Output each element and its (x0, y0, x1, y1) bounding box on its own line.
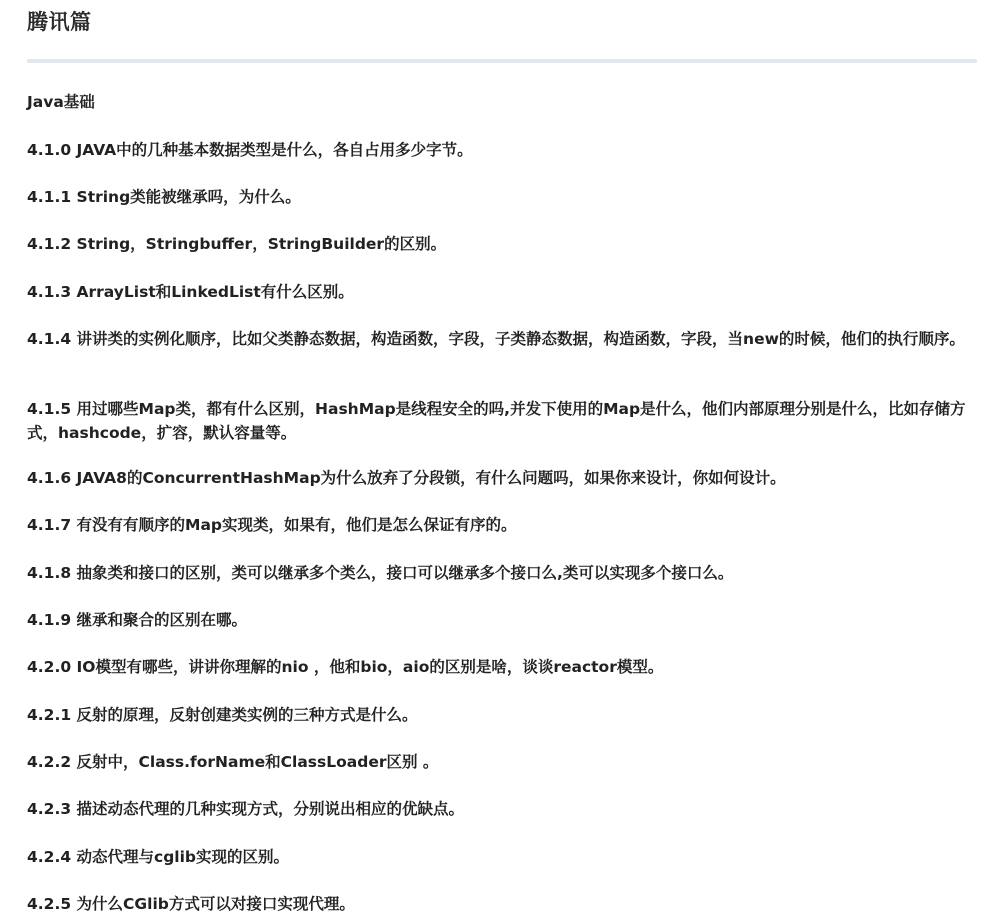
question-4-1-7: 4.1.7 有没有有顺序的Map实现类，如果有，他们是怎么保证有序的。 (27, 516, 517, 534)
question-4-1-5: 4.1.5 用过哪些Map类，都有什么区别，HashMap是线程安全的吗,并发下使用的Map是什么，他们内部原理分别是什么，比如存储方式，hashcode，扩容，默认容量等。 (27, 400, 966, 442)
question-4-2-1: 4.2.1 反射的原理，反射创建类实例的三种方式是什么。 (27, 706, 418, 724)
question-4-2-4: 4.2.4 动态代理与cglib实现的区别。 (27, 848, 290, 866)
question-4-1-0: 4.1.0 JAVA中的几种基本数据类型是什么，各自占用多少字节。 (27, 141, 473, 159)
question-4-1-1: 4.1.1 String类能被继承吗，为什么。 (27, 188, 301, 206)
question-4-2-5: 4.2.5 为什么CGlib方式可以对接口实现代理。 (27, 895, 355, 913)
question-4-1-2: 4.1.2 String，Stringbuffer，StringBuilder的区别。 (27, 235, 447, 253)
question-4-1-9: 4.1.9 继承和聚合的区别在哪。 (27, 611, 248, 629)
question-4-1-4: 4.1.4 讲讲类的实例化顺序，比如父类静态数据，构造函数，字段，子类静态数据，构造函数，字段，当new的时候，他们的执行顺序。 (27, 330, 965, 348)
question-4-1-3: 4.1.3 ArrayList和LinkedList有什么区别。 (27, 283, 354, 301)
section-heading: Java基础 (27, 93, 95, 111)
question-4-2-0: 4.2.0 IO模型有哪些，讲讲你理解的nio ，他和bio，aio的区别是啥，谈谈reactor模型。 (27, 658, 664, 676)
page-title: 腾讯篇 (27, 10, 92, 34)
question-4-2-3: 4.2.3 描述动态代理的几种实现方式，分别说出相应的优缺点。 (27, 800, 465, 818)
question-4-1-6: 4.1.6 JAVA8的ConcurrentHashMap为什么放弃了分段锁，有什么问题吗，如果你来设计，你如何设计。 (27, 469, 786, 487)
question-4-2-2: 4.2.2 反射中，Class.forName和ClassLoader区别 。 (27, 753, 439, 771)
question-4-1-8: 4.1.8 抽象类和接口的区别，类可以继承多个类么，接口可以继承多个接口么,类可以实现多个接口么。 (27, 564, 734, 582)
title-divider (27, 59, 977, 63)
